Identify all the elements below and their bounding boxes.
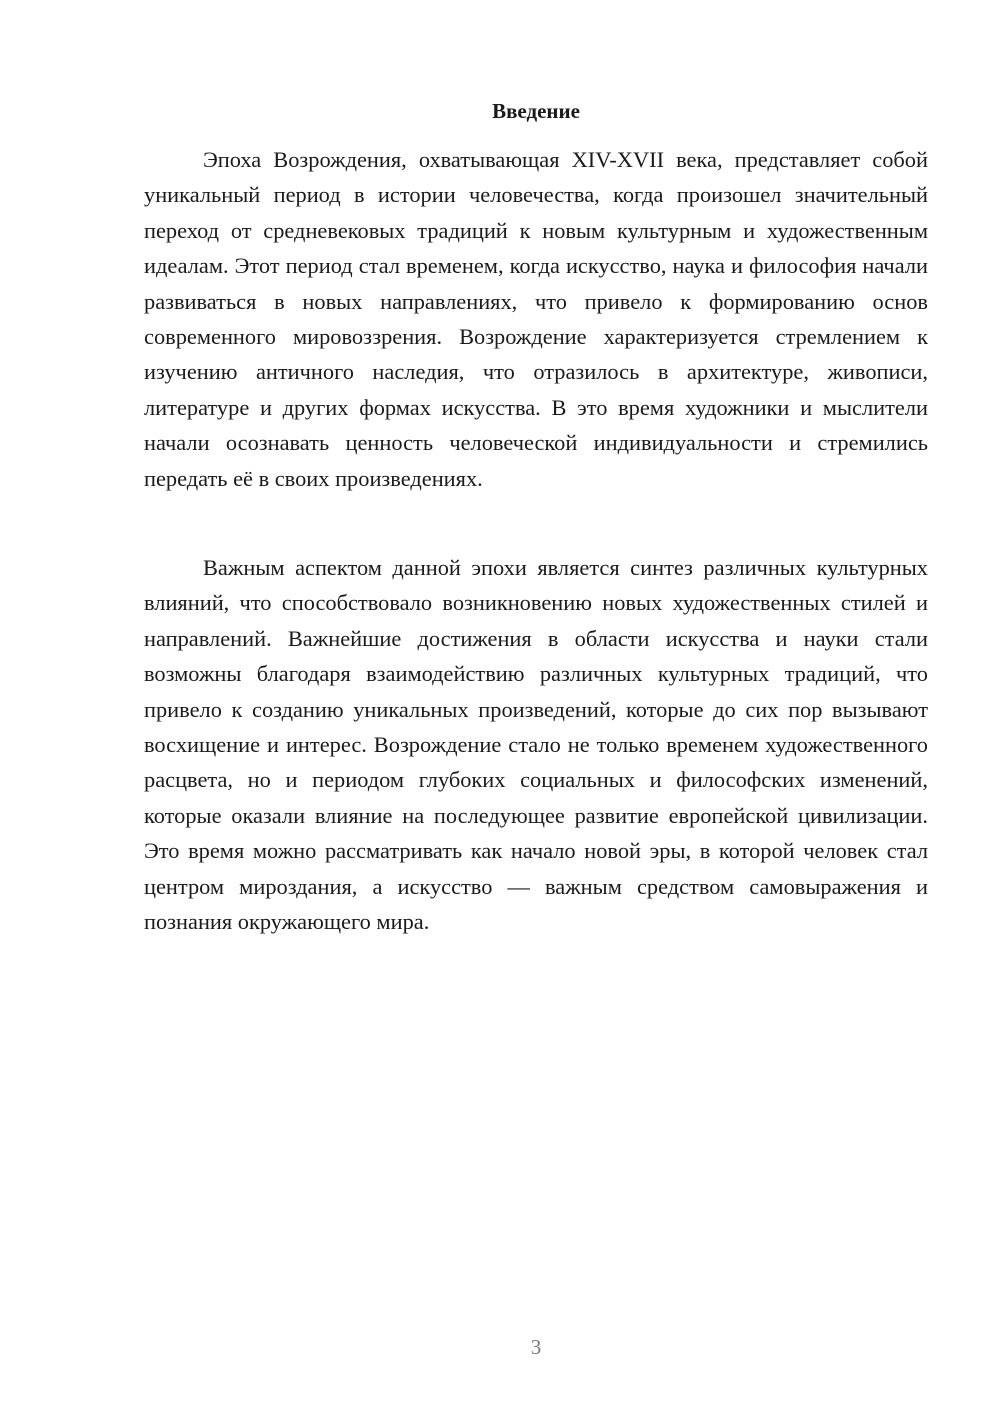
paragraph-1: Эпоха Возрождения, охватывающая XIV-XVII века, представляет собой уникальный период в истории человечества, когда произошел значительный переход от средневековых традиций к новым культурным и художественным идеалам. Этот период стал временем, когда искусство, наука и философия начали развиваться в новых направлениях, что привело к формированию основ современного мировоззрения. Возрождение характеризуется стремлением к изучению античного наследия, что отразилось в архитектуре, живописи, литературе и других формах искусства. В это время художники и мыслители начали осознавать ценность человеческой индивидуальности и стремились передать её в своих произведениях.	[144, 147, 928, 491]
paragraph-2: Важным аспектом данной эпохи является синтез различных культурных влияний, что способствовало возникновению новых художественных стилей и направлений. Важнейшие достижения в области искусства и науки стали возможны благодаря взаимодействию различных культурных традиций, что привело к созданию уникальных произведений, которые до сих пор вызывают восхищение и интерес. Возрождение стало не только временем художественного расцвета, но и периодом глубоких социальных и философских изменений, которые оказали влияние на последующее развитие европейской цивилизации. Это время можно рассматривать как начало новой эры, в которой человек стал центром мироздания, а искусство — важным средством самовыражения и познания окружающего мира.	[144, 555, 928, 935]
section-heading: Введение	[492, 99, 580, 123]
page-number: 3	[530, 1335, 542, 1359]
